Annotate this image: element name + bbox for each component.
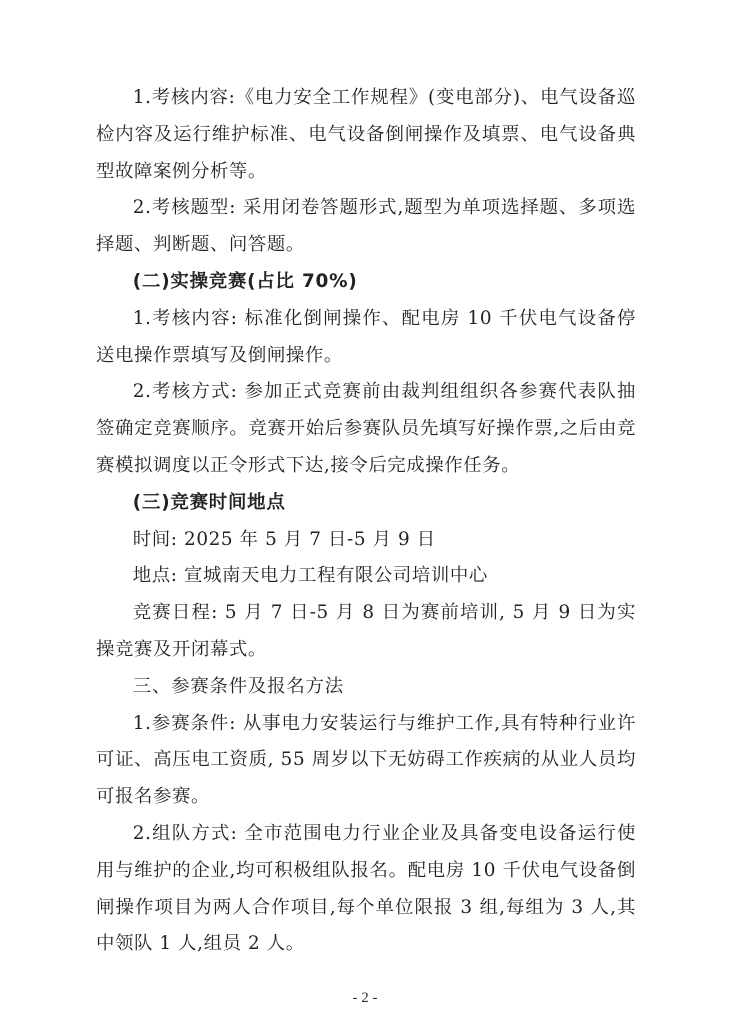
paragraph-eligibility: 1.参赛条件: 从事电力安装运行与维护工作,具有特种行业许可证、高压电工资质, 55 周岁以下无妨碍工作疾病的从业人员均可报名参赛。 <box>96 712 636 808</box>
paragraph-team-formation: 2.组队方式: 全市范围电力行业企业及具备变电设备运行使用与维护的企业,均可积极组队报名。配电房 10 千伏电气设备倒闸操作项目为两人合作项目,每个单位限报 3 组,每组为 3 人,其中领队 1 人,组员 2 人。 <box>96 822 636 955</box>
heading-time-location: (三)竞赛时间地点 <box>132 491 286 513</box>
paragraph-practical-content: 1.考核内容: 标准化倒闸操作、配电房 10 千伏电气设备停送电操作票填写及倒闸操作。 <box>96 307 636 366</box>
paragraph-practical-method: 2.考核方式: 参加正式竞赛前由裁判组组织各参赛代表队抽签确定竞赛顺序。竞赛开始后参赛队员先填写好操作票,之后由竞赛模拟调度以正令形式下达,接令后完成操作任务。 <box>96 381 636 476</box>
paragraph-exam-content: 1.考核内容:《电力安全工作规程》(变电部分)、电气设备巡检内容及运行维护标准、电气设备倒闸操作及填票、电气设备典型故障案例分析等。 <box>96 87 636 182</box>
paragraph-schedule: 竞赛日程: 5 月 7 日-5 月 8 日为赛前培训, 5 月 9 日为实操竞赛及开闭幕式。 <box>96 602 636 660</box>
paragraph-exam-question-types: 2.考核题型: 采用闭卷答题形式,题型为单项选择题、多项选择题、判断题、问答题。 <box>96 197 636 256</box>
paragraph-time: 时间: 2025 年 5 月 7 日-5 月 9 日 <box>132 528 436 550</box>
section-heading-registration: 三、参赛条件及报名方法 <box>132 675 344 697</box>
page-body <box>96 80 636 963</box>
paragraph-location: 地点: 宣城南天电力工程有限公司培训中心 <box>132 565 488 587</box>
page-number: - 2 - <box>352 990 378 1006</box>
heading-practical-competition: (二)实操竞赛(占比 70%) <box>132 270 358 292</box>
